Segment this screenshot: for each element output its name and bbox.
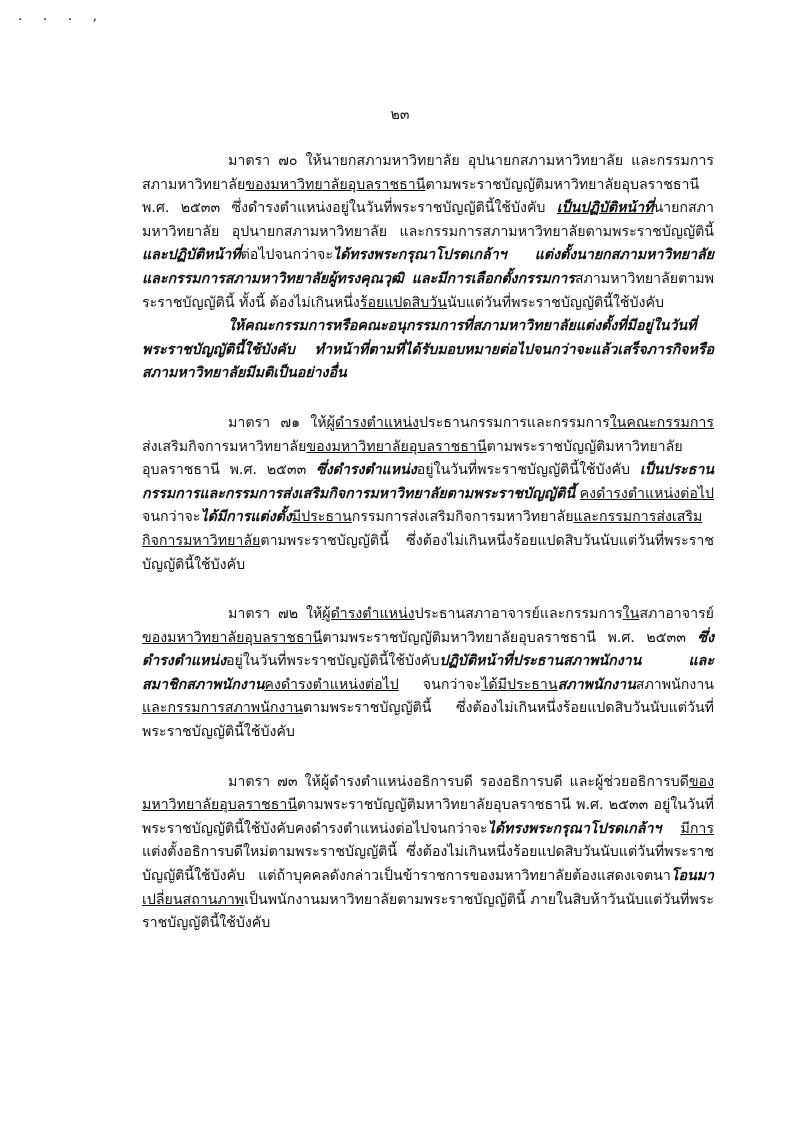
text-segment: มีการ [680,820,714,837]
paragraph [142,315,714,386]
text-segment [661,821,680,837]
text-segment: เป็นประธานกรรมการและกรรมการส่งเสริมกิจการมหาวิทยาลัยตามพระราชบัญญัตินี้ [142,462,714,502]
text-segment: กรรมการส่งเสริมกิจการมหาวิทยาลัย [351,509,574,526]
text-segment: มีประธาน [291,509,352,526]
text-segment: ตามพระราชบัญญัติมหาวิทยาลัยอุบลราชธานี พ.ศ. ๒๕๓๓ อยู่ในวันที่พระราชบัญญัตินี้ใช้บังคับคงดำรงตำแหน่งต่อไปจนกว่าจะ [142,797,714,837]
text-segment: ได้มีการแต่งตั้ง [200,509,292,526]
text-segment: ได้ทรงพระกรุณาโปรดเกล้าฯ [487,820,662,837]
text-segment: ส่งเสริมกิจการมหาวิทยาลัย [142,438,307,455]
text-segment: คงดำรงตำแหน่งต่อไป [579,485,714,502]
text-segment: ซึ่งดำรงตำแหน่ง [142,629,714,670]
text-segment: มาตรา ๗๑ ให้ [228,414,327,431]
text-segment: มาตรา ๗๐ ให้นายกสภามหาวิทยาลัย อุปนายกสภามหาวิทยาลัย และกรรมการสภามหาวิทยาลัย [142,153,714,193]
text-segment: สภาพนักงาน [557,676,636,693]
text-segment: ร้อยแปดสิบวัน [359,294,447,311]
text-segment: ตามพระราชบัญญัตินี้ ซึ่งต้องไม่เกินหนึ่งร้อยแปดสิบวันนับแต่วันที่พระราชบัญญัตินี้ใช้บังคับ [142,700,714,741]
text-segment: เป็นปฏิบัติหน้าที่ [556,200,654,217]
text-segment: สภามหาวิทยาลัยตามพระราชบัญญัตินี้ ทั้งนี้ ต้องไม่เกินหนึ่ง [142,270,714,311]
text-segment: อยู่ในวันที่พระราชบัญญัตินี้ใช้บังคับ [416,462,640,479]
page-number: ๒๓ [390,107,410,123]
text-segment: อยู่ในวันที่พระราชบัญญัตินี้ใช้บังคับ [226,653,440,670]
text-segment: นายกสภามหาวิทยาลัย อุปนายกสภามหาวิทยาลัย และกรรมการสภามหาวิทยาลัยตามพระราชบัญญัตินี้ [142,200,714,240]
text-segment: ของมหาวิทยาลัยอุบลราชธานี [142,773,714,814]
paragraph [142,150,714,315]
text-segment: ประธานสภาอาจารย์และกรรมการ [414,606,623,623]
paragraph [142,771,714,936]
text-segment: ได้มีประธาน [481,676,558,693]
text-segment: ใน [622,606,640,623]
text-segment: แต่งตั้งอธิการบดีใหม่ตามพระราชบัญญัตินี้ ซึ่งต้องไม่เกินหนึ่งร้อยแปดสิบวันนับแต่วันที่พระราชบัญญัตินี้ใช้บังคับ แต่ถ้าบุคคลดังกล่าวเป็นข้าราชการของมหาวิทยาลัยต้องแสดงเจตนา [142,844,714,885]
text-segment: ผู้ดำรงตำแหน่ง [322,606,415,623]
text-segment: โอนมา [670,868,714,885]
text-segment: ต่อไปจนกว่าจะ [240,247,333,264]
text-segment: สภาอาจารย์ [639,606,714,623]
text-segment: และปฏิบัติหน้าที่ [142,247,241,264]
text-segment: จนกว่าจะ [142,509,201,526]
text-segment: มาตรา ๗๒ ให้ [228,606,323,623]
text-segment: ของมหาวิทยาลัยอุบลราชธานี [306,438,487,455]
paragraph [142,603,714,745]
text-segment: ในคณะกรรมการ [609,414,714,431]
text-segment: ตามพระราชบัญญัตินี้ ซึ่งต้องไม่เกินหนึ่งร้อยแปดสิบวันนับแต่วันที่พระราชบัญญัตินี้ใช้บังคับ [142,532,714,573]
text-segment: ตามพระราชบัญญัติมหาวิทยาลัยอุบลราชธานี พ.ศ. ๒๕๓๓ [142,438,683,479]
text-segment: ผู้ดำรงตำแหน่ง [326,414,419,431]
text-segment: คงดำรงตำแหน่งต่อไป [264,676,399,693]
text-segment: ตามพระราชบัญญัติมหาวิทยาลัยอุบลราชธานี พ.ศ. ๒๕๓๓ [322,629,698,646]
text-segment: ซึ่งดำรงตำแหน่ง [316,462,417,479]
text-segment: ให้คณะกรรมการหรือคณะอนุกรรมการที่สภามหาวิทยาลัยแต่งตั้งที่มีอยู่ในวันที่พระราชบัญญัตินี้ใช้บังคับ ทำหน้าที่ตามที่ได้รับมอบหมายต่อไปจนกว่าจะแล้วเสร็จภารกิจหรือสภามหาวิทยาลัยมีมติเป็นอย่างอื่น [142,318,714,382]
section [142,412,714,577]
section [142,150,714,386]
text-segment: ของมหาวิทยาลัยอุบลราชธานี [142,629,323,646]
text-segment: มาตรา ๗๓ ให้ผู้ดำรงตำแหน่งอธิการบดี รองอธิการบดี และผู้ช่วยอธิการบดี [228,773,689,790]
paragraph [142,412,714,577]
text-segment: สภาพนักงาน [635,676,714,693]
text-segment: และกรรมการสภาพนักงาน [142,700,304,717]
text-segment: ของมหาวิทยาลัยอุบลราชธานี [245,176,426,193]
text-segment: ประธานกรรมการและกรรมการ [418,414,610,431]
text-segment: และกรรมการส่งเสริมกิจการมหาวิทยาลัย [142,509,703,549]
document-body [142,150,714,962]
text-segment: ตามพระราชบัญญัติมหาวิทยาลัยอุบลราชธานี พ.ศ. ๒๕๓๓ ซึ่งดำรงตำแหน่งอยู่ในวันที่พระราชบัญญัตินี้ใช้บังคับ [142,176,700,217]
text-segment: นับแต่วันที่พระราชบัญญัตินี้ใช้บังคับ [446,294,664,311]
text-segment: ได้ทรงพระกรุณาโปรดเกล้าฯ แต่งตั้งนายกสภามหาวิทยาลัย และกรรมการสภามหาวิทยาลัยผู้ทรงคุณวุฒิ และมีการเลือกตั้งกรรมการ [142,247,714,287]
corner-marks: . . . , [18,8,106,24]
text-segment: เป็นพนักงานมหาวิทยาลัยตามพระราชบัญญัตินี้ ภายในสิบห้าวันนับแต่วันที่พระราชบัญญัตินี้ใช้บังคับ [142,891,714,932]
text-segment: ปฏิบัติหน้าที่ประธานสภาพนักงาน และสมาชิกสภาพนักงาน [142,653,714,693]
section [142,603,714,745]
text-segment: จนกว่าจะ [398,676,482,693]
section [142,771,714,936]
text-segment: เปลี่ยนสถานภาพ [142,891,245,908]
